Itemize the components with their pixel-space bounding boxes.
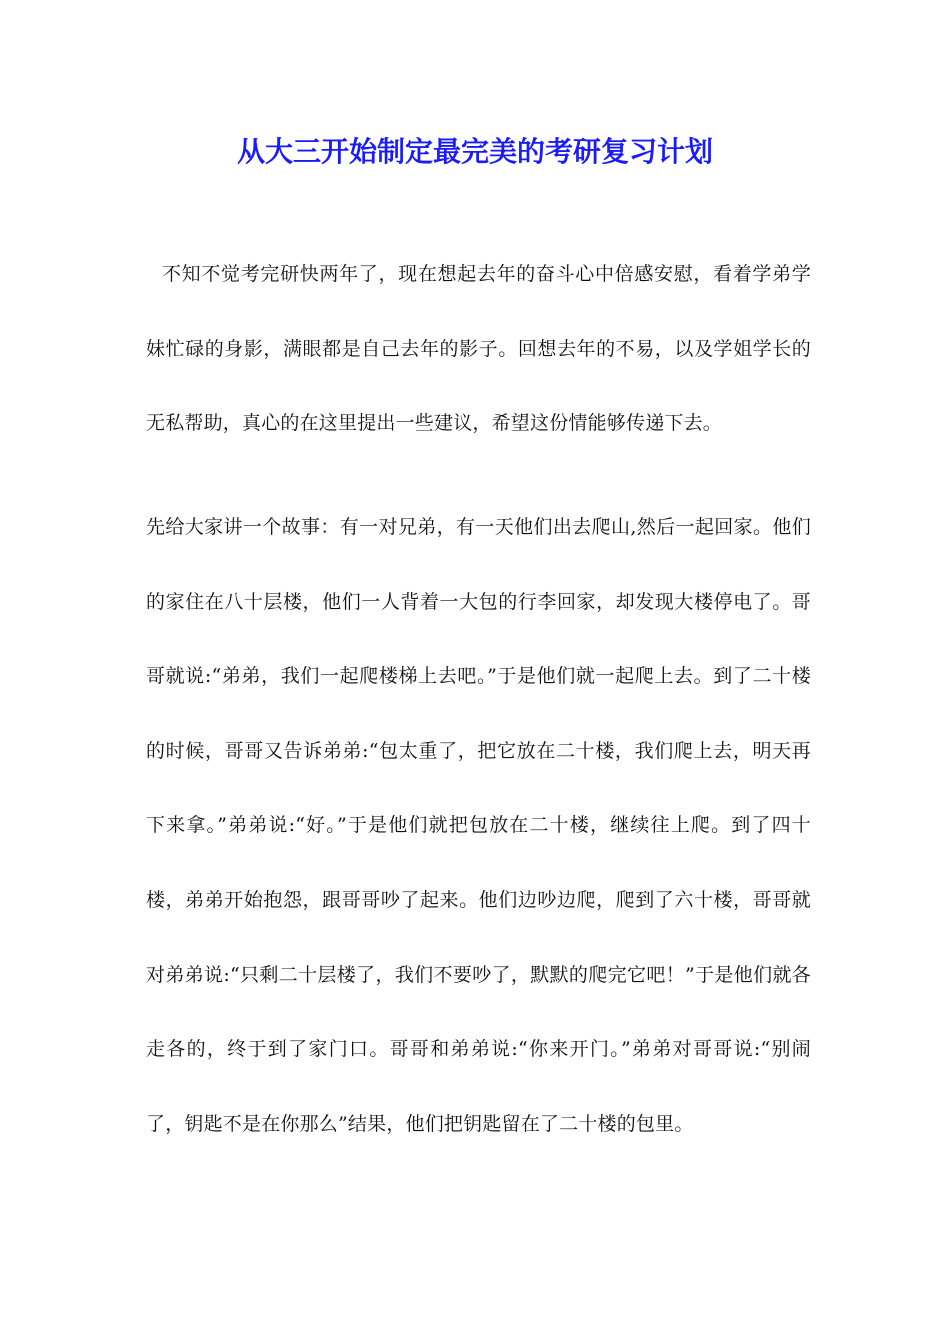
intro-paragraph: 不知不觉考完研快两年了，现在想起去年的奋斗心中倍感安慰，看着学弟学妹忙碌的身影，满眼都是自己去年的影子。回想去年的不易，以及学姐学长的无私帮助，真心的在这里提出一些建议，希望这份情能够传递下去。 (146, 263, 811, 435)
story-paragraph: 先给大家讲一个故事：有一对兄弟，有一天他们出去爬山,然后一起回家。他们的家住在八十层楼，他们一人背着一大包的行李回家，却发现大楼停电了。哥哥就说:“弟弟，我们一起爬楼梯上去吧。”于是他们就一起爬上去。到了二十楼的时候，哥哥又告诉弟弟:“包太重了，把它放在二十楼，我们爬上去，明天再下来拿。”弟弟说:“好。”于是他们就把包放在二十楼，继续往上爬。到了四十楼，弟弟开始抱怨，跟哥哥吵了起来。他们边吵边爬，爬到了六十楼，哥哥就对弟弟说:“只剩二十层楼了，我们不要吵了，默默的爬完它吧！”于是他们就各走各的，终于到了家门口。哥哥和弟弟说:“你来开门。”弟弟对哥哥说:“别闹了，钥匙不是在你那么”结果，他们把钥匙留在了二十楼的包里。 (146, 516, 811, 1135)
document-title: 从大三开始制定最完美的考研复习计划 (236, 135, 713, 168)
